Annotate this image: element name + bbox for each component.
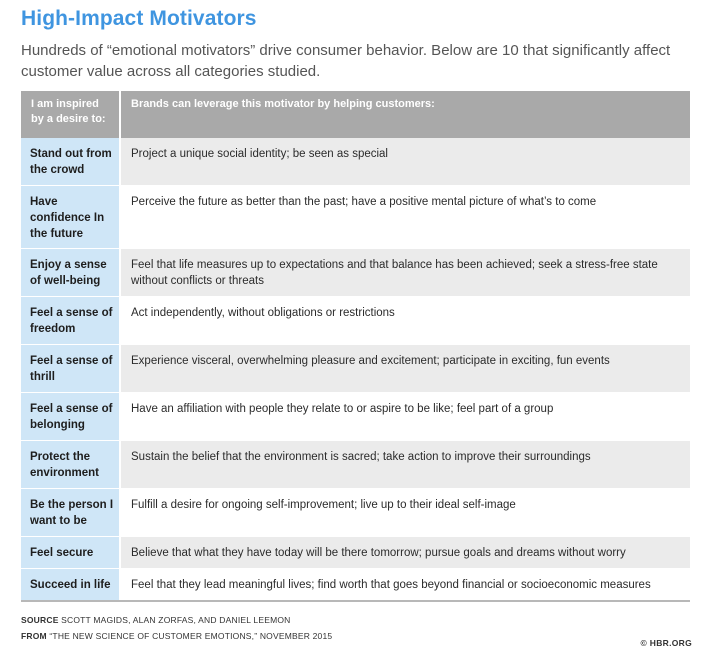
leverage-cell: Sustain the belief that the environment is sacred; take action to improve their surroundings [120,440,690,488]
page-subtitle: Hundreds of “emotional motivators” drive consumer behavior. Below are 10 that significantly affect customer value across all categories studied. [21,42,671,80]
table-row [21,248,690,296]
leverage-cell: Have an affiliation with people they relate to or aspire to be like; feel part of a group [120,392,690,440]
motivator-cell: Stand out from the crowd [21,138,120,185]
table-row [21,440,690,488]
leverage-cell: Perceive the future as better than the past; have a positive mental picture of what’s to come [120,185,690,248]
table-row [21,296,690,344]
table-row [21,185,690,248]
motivator-cell: Enjoy a sense of well-being [21,248,120,296]
motivator-cell: Feel a sense of freedom [21,296,120,344]
from-text: “THE NEW SCIENCE OF CUSTOMER EMOTIONS,” NOVEMBER 2015 [49,631,333,641]
motivator-cell: Feel a sense of thrill [21,344,120,392]
page-title: High-Impact Motivators [21,7,257,30]
table-header-row [21,91,690,138]
leverage-cell: Fulfill a desire for ongoing self-improvement; live up to their ideal self-image [120,488,690,536]
motivators-table [21,91,690,602]
table-row [21,344,690,392]
leverage-cell: Project a unique social identity; be seen as special [120,138,690,185]
motivator-cell: Feel secure [21,536,120,568]
leverage-cell: Feel that they lead meaningful lives; find worth that goes beyond financial or socioeconomic measures [120,568,690,601]
table-row [21,536,690,568]
motivator-cell: Feel a sense of belonging [21,392,120,440]
column-header-leverage: Brands can leverage this motivator by helping customers: [120,91,690,138]
motivator-cell: Have confidence In the future [21,185,120,248]
leverage-cell: Act independently, without obligations or restrictions [120,296,690,344]
source-credit [21,615,291,625]
source-label: SOURCE [21,615,59,625]
from-label: FROM [21,631,47,641]
table-row [21,488,690,536]
leverage-cell: Feel that life measures up to expectations and that balance has been achieved; seek a stress-free state without conflicts or threats [120,248,690,296]
from-credit [21,631,332,641]
motivator-cell: Succeed in life [21,568,120,601]
copyright-notice: © HBR.ORG [640,638,692,648]
leverage-cell: Believe that what they have today will be there tomorrow; pursue goals and dreams without worry [120,536,690,568]
motivator-cell: Protect the environment [21,440,120,488]
source-text: SCOTT MAGIDS, ALAN ZORFAS, AND DANIEL LEEMON [61,615,291,625]
motivator-cell: Be the person I want to be [21,488,120,536]
table-row [21,568,690,601]
column-header-motivator: I am inspired by a desire to: [21,91,120,138]
table-row [21,392,690,440]
leverage-cell: Experience visceral, overwhelming pleasure and excitement; participate in exciting, fun events [120,344,690,392]
table-row [21,138,690,185]
